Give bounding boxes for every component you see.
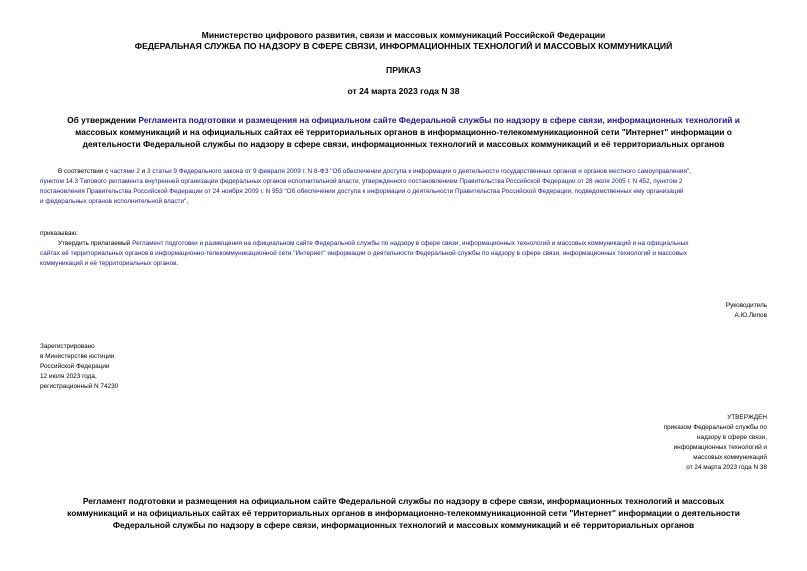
regulation-title-line2: коммуникаций и на официальных сайтах её территориальных органов в информационно-телекоммуникационной сети "Интернет" информации о деятельности (67, 508, 740, 518)
ministry-name: Министерство цифрового развития, связи и массовых коммуникаций Российской Федерации (201, 30, 606, 40)
service-name: ФЕДЕРАЛЬНАЯ СЛУЖБА ПО НАДЗОРУ В СФЕРЕ СВЯЗИ, ИНФОРМАЦИОННЫХ ТЕХНОЛОГИЙ И МАССОВЫХ КОММУНИКАЦИЙ (134, 41, 673, 51)
approval-line: массовых коммуникаций (693, 454, 767, 461)
order-title-line2: массовых коммуникаций и на официальных сайтах её территориальных органов в информационно-телекоммуникационной сети "Интернет" информации о (75, 127, 732, 137)
order-text: Утвердить прилагаемый (58, 240, 133, 247)
regulation-link[interactable]: Регламента подготовки и размещения на официальном сайте Федеральной службы по надзору в сфере связи, информационных технологий и (138, 115, 740, 125)
doc-date-number: от 24 марта 2023 года N 38 (347, 86, 460, 96)
regulation-approve-link-end[interactable]: коммуникаций и её территориальных органов (40, 260, 177, 267)
order-line3 (40, 259, 178, 269)
preamble-line3 (40, 187, 684, 197)
order-text: . (176, 260, 179, 267)
law-link-part2[interactable]: частями 2 (110, 168, 140, 175)
resolution-953-link-cont[interactable]: и федеральных органов исполнительной власти" (40, 198, 187, 205)
regulation-approve-link-cont[interactable]: сайтах её территориальных органов в информационно-телекоммуникационной сети "Интернет" информации о деятельности Федеральной службы по надзору в сфере связи, информационных технологий и массовых (40, 250, 687, 257)
preamble-line4 (40, 197, 188, 207)
preamble-text: , (689, 168, 691, 175)
preamble-text: и (139, 168, 148, 175)
preamble-text: , (186, 198, 189, 205)
registration-line: регистрационный N 74230 (40, 383, 119, 390)
regulation-title-line1: Регламент подготовки и размещения на официальном сайте Федеральной службы по надзору в сфере связи, информационных технологий и массовых (82, 496, 725, 506)
law-link-part3[interactable]: 3 статьи 9 Федерального закона от 9 февраля 2009 г. N 8-ФЗ "Об обеспечении доступа к информации о деятельности государственных органов и органов местного самоуправления" (147, 168, 690, 175)
signer-position: Руководитель (725, 302, 767, 309)
approval-line: УТВЕРЖДЕН (727, 414, 767, 421)
order-line1 (58, 239, 688, 249)
regulation-452-link[interactable]: пунктом 14.3 Типового регламента внутренней организации федеральных органов исполнительной власти, утвержденного постановлением Правительства Российской Федерации от 28 июля 2005 г. N 452 (40, 178, 650, 185)
point2-link[interactable]: пунктом 2 (653, 178, 683, 185)
approval-line: информационных технологий и (673, 444, 767, 451)
registration-line: 12 июля 2023 года, (40, 373, 97, 380)
regulation-title-line3: Федеральной службы по надзору в сфере связи, информационных технологий и массовых коммуникаций и её территориальных органов (112, 520, 695, 530)
approval-line: приказом Федеральной службы по (663, 424, 767, 431)
registration-line: Зарегистрировано (40, 343, 95, 350)
order-keyword: приказываю: (40, 230, 78, 237)
signer-name: А.Ю.Липов (734, 312, 767, 319)
resolution-953-link[interactable]: постановления Правительства Российской Федерации от 24 ноября 2009 г. N 953 "Об обеспечении доступа к информации о деятельности Правительства Российской Федерации, подведомственных ему организаций (40, 188, 684, 195)
registration-line: в Министерстве юстиции (40, 353, 115, 360)
title-prefix: Об утверждении (67, 115, 139, 125)
regulation-approve-link[interactable]: Регламент подготовки и размещения на официальном сайте Федеральной службы по надзору в сфере связи, информационных технологий и массовых коммуникаций и на официальных (132, 240, 689, 247)
order-title-line3: деятельности Федеральной службы по надзору в сфере связи, информационных технологий и массовых коммуникаций и её территориальных органов (82, 139, 725, 149)
preamble-line1 (58, 167, 691, 177)
approval-line: от 24 марта 2023 года N 38 (686, 464, 767, 471)
preamble-line2 (40, 177, 682, 187)
approval-line: надзору в сфере связи, (697, 434, 767, 441)
doc-type: ПРИКАЗ (386, 65, 421, 75)
preamble-text: , (649, 178, 654, 185)
order-line2 (40, 249, 687, 259)
preamble-text: В соответствии с (58, 168, 111, 175)
order-title-line1 (0, 114, 807, 126)
registration-line: Российской Федерации (40, 363, 110, 370)
